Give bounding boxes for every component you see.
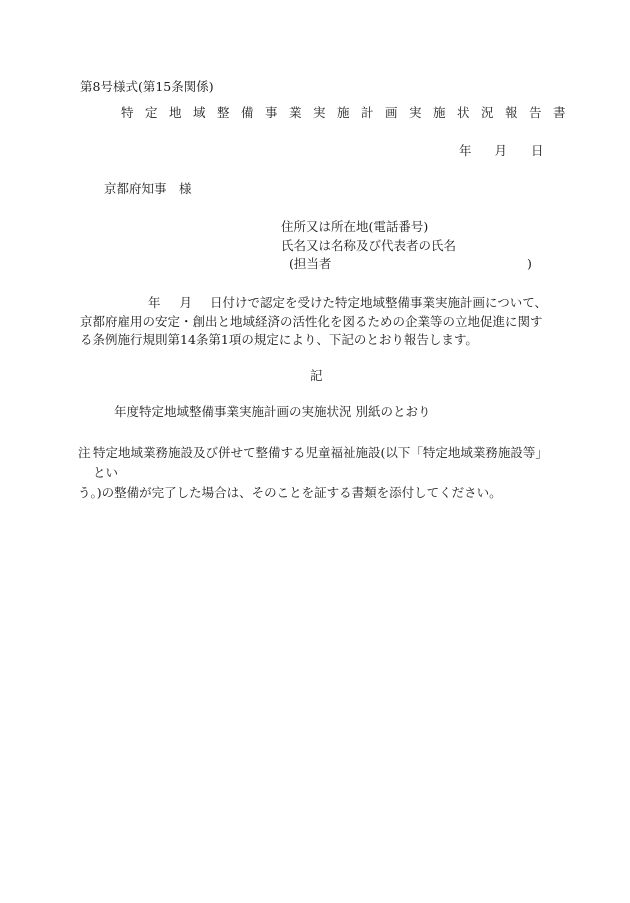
body-year: 年 — [148, 295, 161, 310]
contact-close: ) — [527, 256, 532, 271]
ki-heading: 記 — [310, 368, 323, 383]
date-day: 日 — [531, 143, 544, 158]
sender-contact — [281, 256, 532, 271]
form-number: 第8号様式(第15条関係) — [80, 79, 214, 94]
note-label: 注 — [78, 445, 91, 460]
body-month: 月 — [179, 295, 193, 310]
sender-address-label: 住所又は所在地(電話番号) — [281, 219, 429, 234]
sender-name-label: 氏名又は名称及び代表者の氏名 — [281, 238, 457, 253]
contact-open: (担当者 — [289, 256, 332, 271]
document-title: 特定地域整備事業実施計画実施状況報告書 — [121, 105, 578, 120]
note-line-1: 特定地域業務施設及び併せて整備する児童福祉施設(以下「特定地域業務施設等」とい — [93, 445, 548, 480]
addressee: 京都府知事 様 — [104, 181, 192, 196]
body-text: 日付けで認定を受けた特定地域整備事業実施計画について、京都府雇用の安定・創出と地域経済の活性化を図るための企業等の立地促進に関する条例施行規則第14条第1項の規定により、下記のとおり報告します。 — [80, 295, 548, 347]
report-body — [80, 294, 550, 350]
note — [78, 443, 553, 503]
date-year: 年 — [459, 143, 472, 158]
note-line-2: う。)の整備が完了した場合は、そのことを証する書類を添付してください。 — [78, 485, 502, 500]
date-month: 月 — [494, 143, 508, 158]
report-date — [459, 145, 544, 158]
report-item: 年度特定地域整備事業実施計画の実施状況 別紙のとおり — [114, 404, 431, 419]
